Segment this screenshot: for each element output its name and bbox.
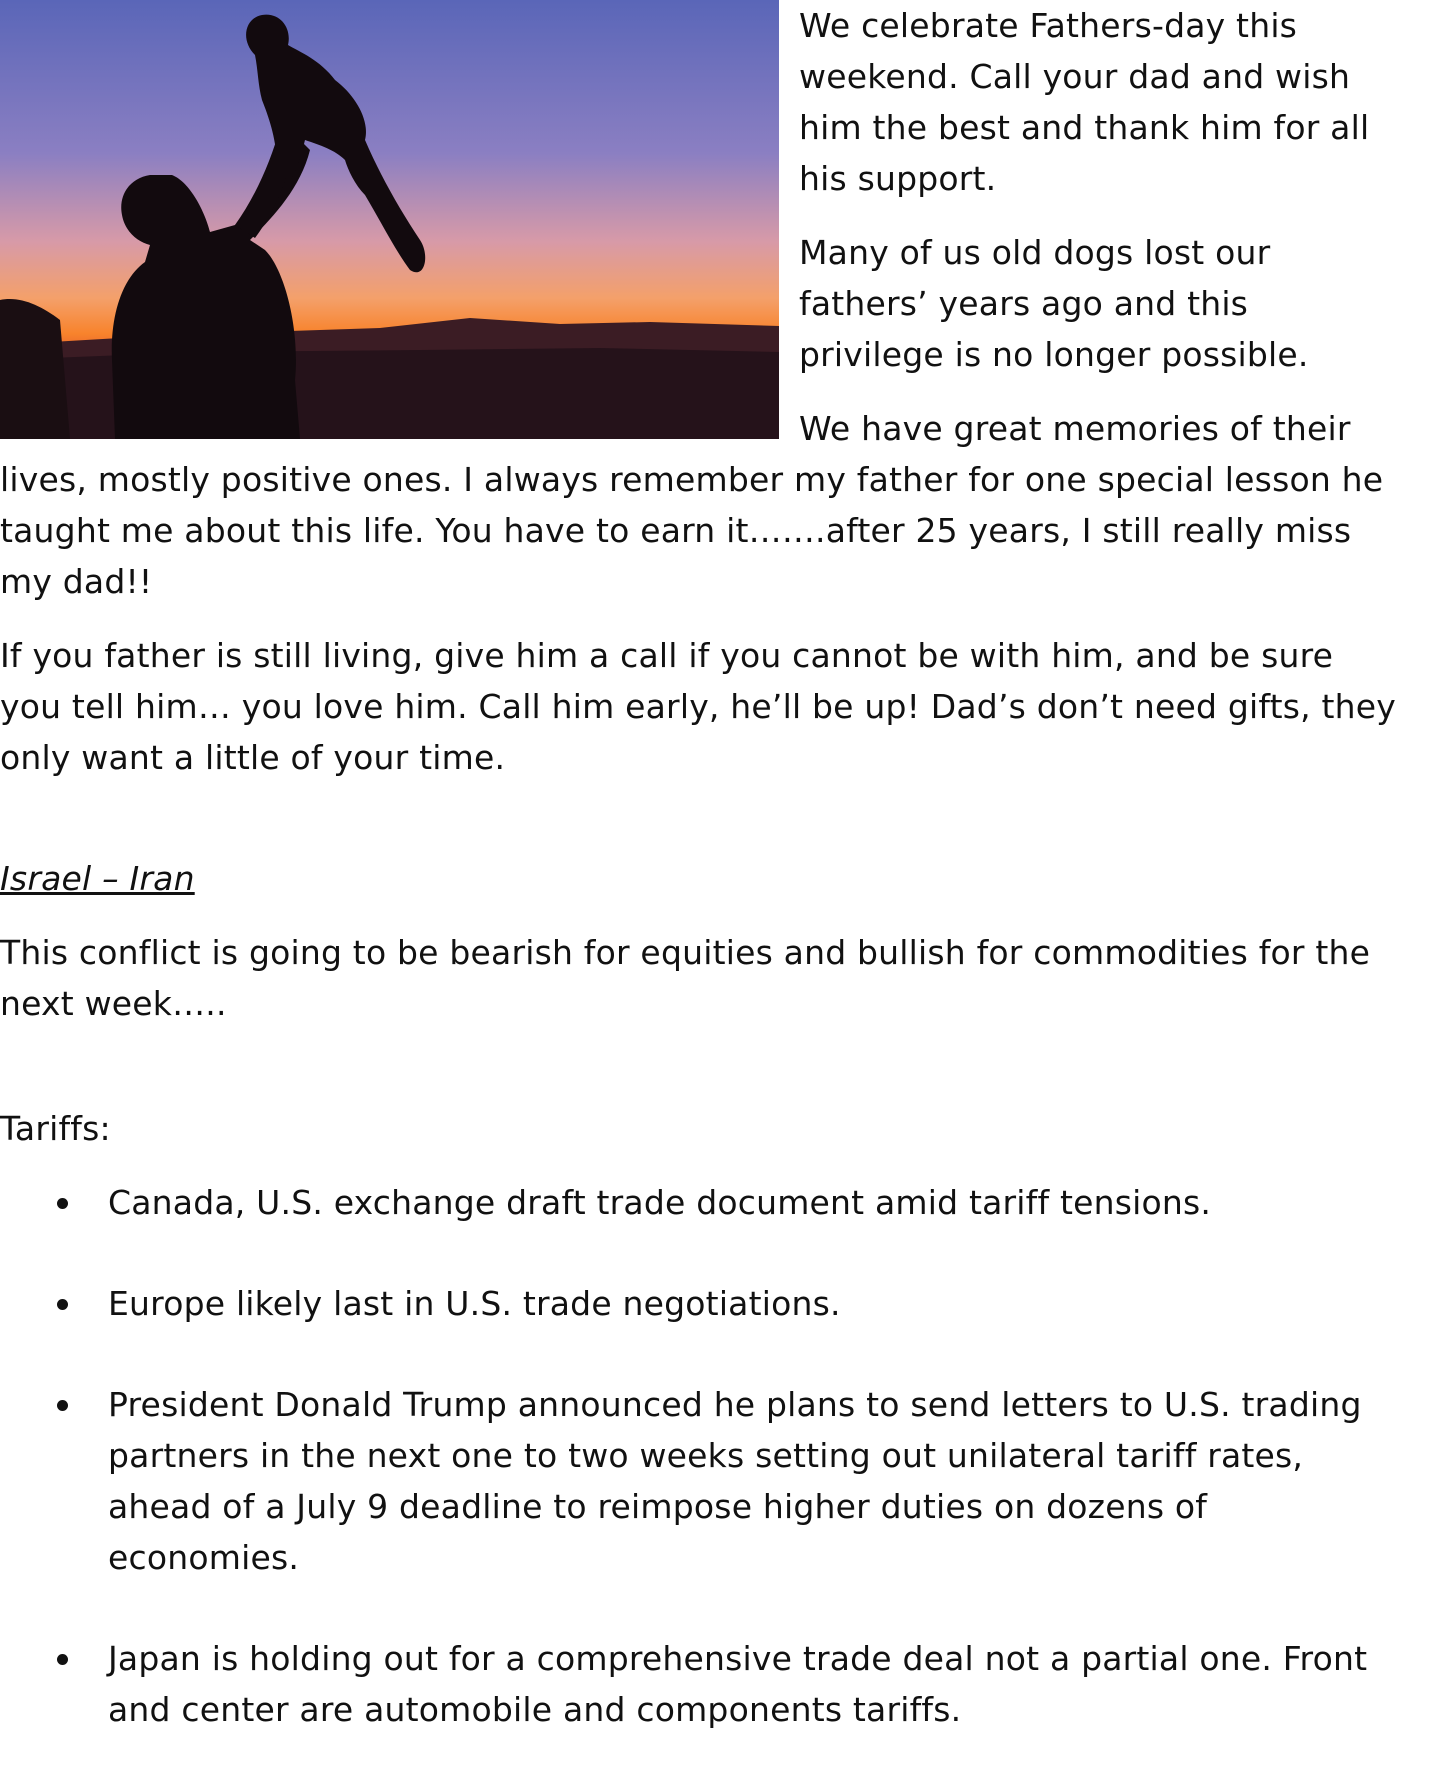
bullet-icon [57,1198,68,1209]
israel-iran-heading: Israel – Iran [0,859,195,898]
list-item-text: Canada, U.S. exchange draft trade document amid tariff tensions. [108,1183,1212,1222]
bullet-icon [57,1654,68,1665]
list-item [0,1278,1400,1329]
bullet-icon [57,1400,68,1411]
list-item-text: Japan is holding out for a comprehensive trade deal not a partial one. Front and center are automobile and components tariffs. [108,1639,1368,1729]
list-item-text: Europe likely last in U.S. trade negotiations. [108,1284,841,1323]
list-item [0,1177,1400,1228]
bullet-icon [57,1299,68,1310]
intro-paragraph-4: If you father is still living, give him a call if you cannot be with him, and be sure you tell him… you love him. Call him early, he’ll be up! Dad’s don’t need gifts, they only want a little of your time. [0,636,1396,777]
tariffs-list [0,1177,1400,1735]
list-item [0,1379,1400,1583]
tariffs-heading: Tariffs: [0,1109,111,1148]
list-item [0,1633,1400,1735]
list-item-text: President Donald Trump announced he plans to send letters to U.S. trading partners in the next one to two weeks setting out unilateral tariff rates, ahead of a July 9 deadline to reimpose higher duties on dozens of economies. [108,1385,1362,1577]
sunset-silhouette-icon [0,0,779,439]
father-baby-sunset-image [0,0,779,439]
israel-iran-text: This conflict is going to be bearish for equities and bullish for commodities for the next week….. [0,933,1371,1023]
intro-paragraph-1: We celebrate Fathers-day this weekend. Call your dad and wish him the best and thank him for all his support. [799,6,1370,198]
intro-paragraph-2: Many of us old dogs lost our fathers’ years ago and this privilege is no longer possible. [799,233,1309,374]
intro-paragraph-3: We have great memories of their lives, mostly positive ones. I always remember my father for one special lesson he taught me about this life. You have to earn it…….after 25 years, I still really miss my dad!! [0,409,1384,601]
